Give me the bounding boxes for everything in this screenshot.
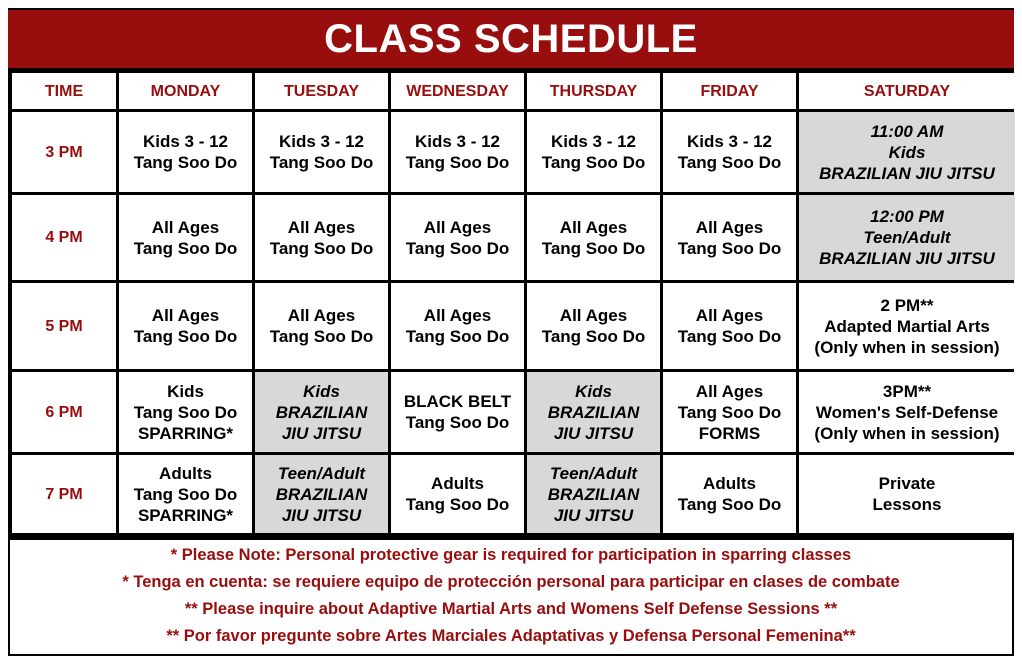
class-line: SPARRING*: [137, 423, 234, 443]
class-line: BRAZILIAN: [275, 402, 368, 422]
class-line: All Ages: [423, 306, 492, 325]
class-line: JIU JITSU: [553, 505, 634, 525]
class-line: Teen/Adult: [863, 228, 951, 247]
class-line: 2 PM**: [880, 295, 934, 315]
class-cell-monday: [119, 455, 252, 533]
class-line: FORMS: [698, 423, 761, 443]
class-cell-monday: [119, 112, 252, 192]
class-line: 11:00 AM: [870, 121, 944, 141]
header-saturday: SATURDAY: [799, 73, 1015, 109]
class-line: (Only when in session): [814, 337, 1000, 357]
class-line: Tang Soo Do: [269, 153, 374, 172]
class-line: Tang Soo Do: [541, 153, 646, 172]
class-line: Adults: [159, 463, 212, 483]
header-time: TIME: [12, 73, 116, 109]
table-row: [12, 283, 1015, 369]
class-cell-saturday: [799, 372, 1015, 452]
time-cell: 3 PM: [12, 112, 116, 192]
class-line: Tang Soo Do: [269, 327, 374, 346]
note-sessions-en: ** Please inquire about Adaptive Martial Arts and Womens Self Defense Sessions **: [184, 600, 838, 618]
class-line: All Ages: [695, 217, 764, 237]
class-line: Teen/Adult: [277, 463, 366, 483]
class-line: (Only when in session): [814, 423, 1000, 443]
class-line: Tang Soo Do: [405, 238, 510, 258]
class-line: Kids: [303, 381, 340, 401]
class-line: Tang Soo Do: [133, 484, 238, 504]
note-sparring-es: * Tenga en cuenta: se requiere equipo de protección personal para participar en clases de combate: [122, 573, 900, 591]
class-line: Tang Soo Do: [133, 153, 238, 172]
class-line: Tang Soo Do: [405, 413, 510, 432]
class-line: Kids: [888, 142, 926, 162]
class-line: Women's Self-Defense: [815, 402, 999, 422]
class-line: All Ages: [287, 306, 356, 325]
class-cell-wednesday: [391, 195, 524, 280]
class-line: Private: [878, 474, 936, 493]
class-cell-tuesday: [255, 112, 388, 192]
class-line: BRAZILIAN: [547, 484, 640, 504]
class-line: Kids 3 - 12: [142, 132, 229, 151]
class-cell-tuesday: [255, 372, 388, 452]
class-line: 12:00 PM: [870, 207, 944, 226]
class-line: Kids: [575, 381, 612, 401]
class-cell-tuesday: [255, 283, 388, 369]
table-row: [12, 112, 1015, 192]
class-cell-friday: [663, 112, 796, 192]
class-line: BRAZILIAN JIU JITSU: [819, 249, 995, 268]
class-line: All Ages: [559, 217, 628, 237]
header-wednesday: WEDNESDAY: [391, 73, 524, 109]
class-line: Teen/Adult: [549, 463, 638, 483]
class-line: BRAZILIAN: [275, 484, 368, 504]
time-cell: 6 PM: [12, 372, 116, 452]
class-line: Adults: [703, 474, 756, 493]
class-cell-thursday: [527, 283, 660, 369]
header-tuesday: TUESDAY: [255, 73, 388, 109]
class-line: Tang Soo Do: [677, 495, 782, 514]
class-line: SPARRING*: [137, 505, 234, 525]
header-monday: MONDAY: [119, 73, 252, 109]
class-cell-thursday: [527, 455, 660, 533]
class-line: BRAZILIAN: [547, 402, 640, 422]
page-title: CLASS SCHEDULE: [324, 16, 698, 61]
class-line: Adapted Martial Arts: [824, 316, 990, 336]
class-line: Lessons: [872, 495, 942, 514]
class-line: BLACK BELT: [403, 392, 512, 411]
class-line: Tang Soo Do: [269, 238, 374, 258]
class-line: Tang Soo Do: [677, 238, 782, 258]
header-row: [12, 73, 1015, 109]
notes-section: [10, 540, 1012, 654]
class-line: JIU JITSU: [281, 423, 362, 443]
time-cell: 7 PM: [12, 455, 116, 533]
class-line: Tang Soo Do: [677, 327, 782, 346]
class-cell-friday: [663, 455, 796, 533]
class-line: BRAZILIAN JIU JITSU: [819, 163, 995, 183]
table-row: [12, 372, 1015, 452]
class-cell-saturday: [799, 112, 1015, 192]
class-cell-friday: [663, 195, 796, 280]
class-line: Tang Soo Do: [405, 327, 510, 346]
class-line: Adults: [431, 474, 484, 493]
note-sparring-en: * Please Note: Personal protective gear is required for participation in sparring classes: [170, 546, 852, 564]
class-cell-saturday: [799, 455, 1015, 533]
time-cell: 5 PM: [12, 283, 116, 369]
class-line: All Ages: [695, 381, 764, 401]
class-cell-tuesday: [255, 455, 388, 533]
class-line: All Ages: [151, 217, 220, 237]
class-cell-wednesday: [391, 283, 524, 369]
class-line: Tang Soo Do: [405, 495, 510, 514]
table-row: [12, 195, 1015, 280]
class-cell-wednesday: [391, 455, 524, 533]
class-line: Tang Soo Do: [133, 327, 238, 346]
note-sessions-es: ** Por favor pregunte sobre Artes Marciales Adaptativas y Defensa Personal Femenina**: [166, 627, 856, 645]
class-cell-tuesday: [255, 195, 388, 280]
class-line: All Ages: [287, 217, 356, 237]
class-cell-monday: [119, 195, 252, 280]
class-cell-friday: [663, 283, 796, 369]
class-line: All Ages: [559, 306, 628, 325]
class-line: 3PM**: [882, 381, 932, 401]
class-line: All Ages: [151, 306, 220, 325]
time-cell: 4 PM: [12, 195, 116, 280]
class-line: All Ages: [423, 217, 492, 237]
class-line: Kids 3 - 12: [550, 132, 637, 151]
class-line: Tang Soo Do: [677, 153, 782, 172]
table-row: [12, 455, 1015, 533]
class-line: Tang Soo Do: [405, 153, 510, 172]
class-line: Tang Soo Do: [133, 402, 238, 422]
class-line: All Ages: [695, 306, 764, 325]
class-cell-saturday: [799, 283, 1015, 369]
class-cell-monday: [119, 372, 252, 452]
title-bar: [8, 10, 1014, 68]
class-cell-wednesday: [391, 112, 524, 192]
schedule-table: [9, 70, 1018, 536]
class-line: Tang Soo Do: [133, 238, 238, 258]
class-cell-friday: [663, 372, 796, 452]
class-line: Tang Soo Do: [541, 238, 646, 258]
class-cell-wednesday: [391, 372, 524, 452]
class-cell-saturday: [799, 195, 1015, 280]
class-line: Tang Soo Do: [677, 402, 782, 422]
class-line: JIU JITSU: [553, 423, 634, 443]
class-line: Kids 3 - 12: [414, 132, 501, 151]
header-thursday: THURSDAY: [527, 73, 660, 109]
class-line: JIU JITSU: [281, 505, 362, 525]
class-cell-thursday: [527, 112, 660, 192]
class-line: Kids: [167, 381, 204, 401]
header-friday: FRIDAY: [663, 73, 796, 109]
class-line: Kids 3 - 12: [278, 132, 365, 151]
class-cell-thursday: [527, 195, 660, 280]
class-line: Tang Soo Do: [541, 327, 646, 346]
class-cell-thursday: [527, 372, 660, 452]
class-line: Kids 3 - 12: [686, 132, 773, 151]
class-cell-monday: [119, 283, 252, 369]
